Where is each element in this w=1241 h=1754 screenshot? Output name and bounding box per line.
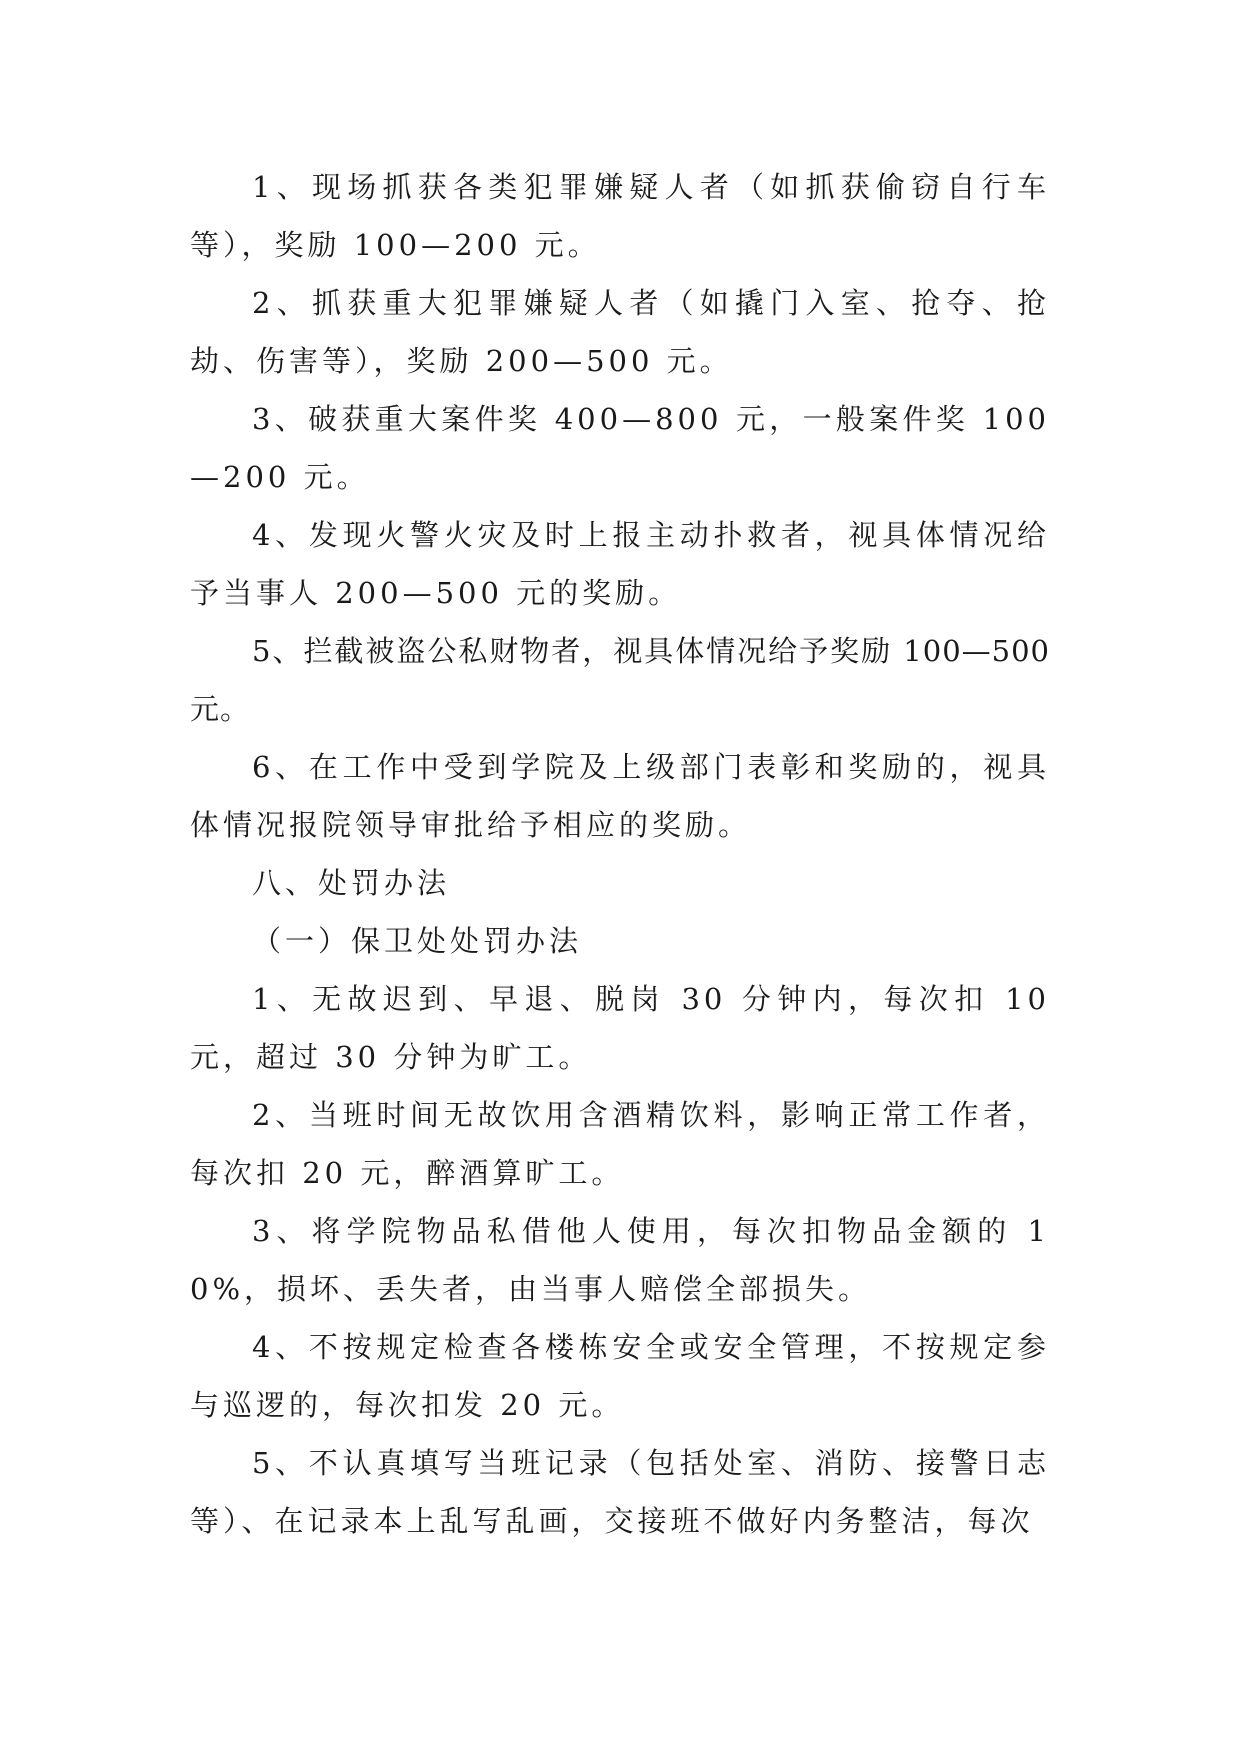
paragraph-reward-5: 5、拦截被盗公私财物者，视具体情况给予奖励 100—500 元。 xyxy=(190,634,1050,726)
paragraph-reward-1: 1、现场抓获各类犯罪嫌疑人者（如抓获偷窃自行车等），奖励 100—200 元。 xyxy=(190,170,1050,262)
document-body xyxy=(190,158,1050,1550)
paragraph-penalty-2: 2、当班时间无故饮用含酒精饮料，影响正常工作者，每次扣 20 元，醉酒算旷工。 xyxy=(190,1098,1050,1190)
paragraph-penalty-4: 4、不按规定检查各楼栋安全或安全管理，不按规定参与巡逻的，每次扣发 20 元。 xyxy=(190,1330,1050,1422)
paragraph-penalty-3: 3、将学院物品私借他人使用，每次扣物品金额的 10%，损坏、丢失者，由当事人赔偿全部损失。 xyxy=(190,1214,1050,1306)
subsection-heading-security-office: （一）保卫处处罚办法 xyxy=(252,924,583,958)
paragraph-penalty-1: 1、无故迟到、早退、脱岗 30 分钟内，每次扣 10 元，超过 30 分钟为旷工。 xyxy=(190,982,1050,1074)
paragraph-reward-2: 2、抓获重大犯罪嫌疑人者（如撬门入室、抢夺、抢劫、伤害等），奖励 200—500 元。 xyxy=(190,286,1050,378)
section-heading-penalty: 八、处罚办法 xyxy=(252,866,451,900)
paragraph-penalty-5: 5、不认真填写当班记录（包括处室、消防、接警日志等）、在记录本上乱写乱画，交接班不做好内务整洁，每次 xyxy=(190,1446,1050,1538)
paragraph-reward-3: 3、破获重大案件奖 400—800 元，一般案件奖 100—200 元。 xyxy=(190,402,1050,494)
paragraph-reward-4: 4、发现火警火灾及时上报主动扑救者，视具体情况给予当事人 200—500 元的奖励。 xyxy=(190,518,1050,610)
paragraph-reward-6: 6、在工作中受到学院及上级部门表彰和奖励的，视具体情况报院领导审批给予相应的奖励。 xyxy=(190,750,1050,842)
